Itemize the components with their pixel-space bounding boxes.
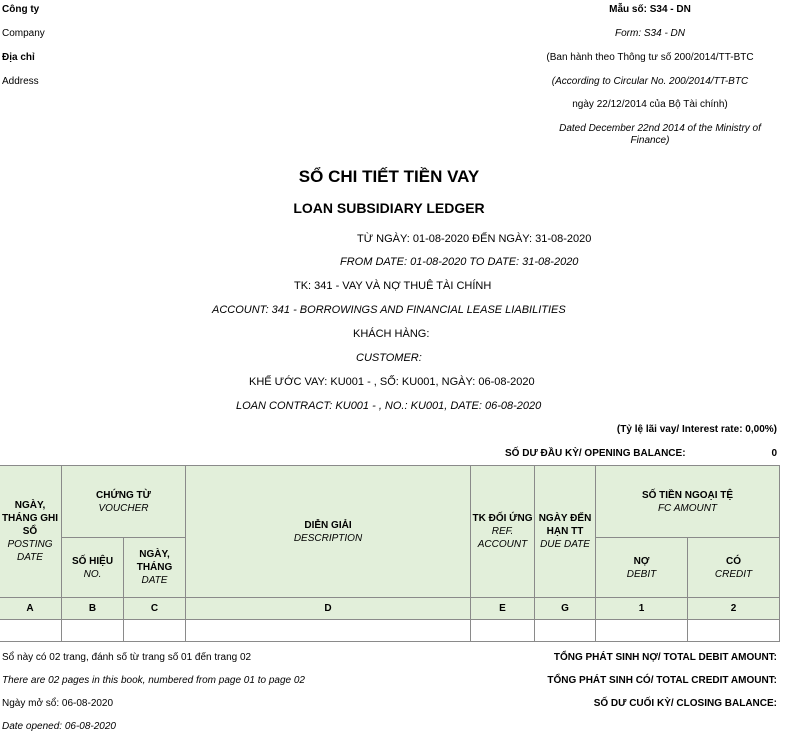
column-code: E	[471, 598, 535, 620]
ledger-table	[0, 465, 780, 642]
header-fc-amount	[596, 466, 780, 538]
column-code: G	[535, 598, 596, 620]
header-description-en: DESCRIPTION	[293, 532, 363, 544]
header-debit	[596, 538, 688, 598]
address-label-vn: Địa chỉ	[2, 52, 35, 63]
header-ref-account	[471, 466, 535, 598]
table-cell	[186, 620, 471, 642]
header-voucher-date-en: DATE	[141, 575, 168, 586]
address-label-en: Address	[2, 76, 39, 87]
account-en: ACCOUNT: 341 - BORROWINGS AND FINANCIAL LEASE LIABILITIES	[212, 304, 566, 316]
table-cell	[0, 620, 62, 642]
column-code: B	[62, 598, 124, 620]
column-code: A	[0, 598, 62, 620]
circular-en: (According to Circular No. 200/2014/TT-BTC	[551, 76, 749, 87]
header-voucher-date	[124, 538, 186, 598]
circular-date-vn: ngày 22/12/2014 của Bộ Tài chính)	[572, 99, 728, 110]
header-description	[186, 466, 471, 598]
period-vn: TỪ NGÀY: 01-08-2020 ĐẾN NGÀY: 31-08-2020	[357, 233, 592, 245]
opened-date-vn: Ngày mở sổ: 06-08-2020	[2, 698, 114, 709]
interest-rate: (Tỷ lệ lãi vay/ Interest rate: 0,00%)	[616, 424, 777, 435]
header-voucher-date-vn: NGÀY, THÁNG	[136, 549, 173, 573]
form-number-vn: Mẫu số: S34 - DN	[609, 4, 691, 15]
contract-en: LOAN CONTRACT: KU001 - , NO.: KU001, DATE: 06-08-2020	[236, 400, 542, 412]
column-code: D	[186, 598, 471, 620]
customer-vn: KHÁCH HÀNG:	[353, 328, 430, 340]
header-ref-account-vn: TK ĐỐI ỨNG	[472, 513, 533, 524]
company-label-vn: Công ty	[2, 4, 40, 15]
header-credit	[688, 538, 780, 598]
table-cell	[596, 620, 688, 642]
table-cell	[471, 620, 535, 642]
pages-note-vn: Sổ này có 02 trang, đánh số từ trang số 01 đến trang 02	[2, 652, 252, 663]
header-voucher-en: VOUCHER	[98, 502, 149, 514]
header-voucher-no-en: NO.	[83, 568, 102, 580]
title-vn: SỔ CHI TIẾT TIỀN VAY	[298, 167, 480, 186]
title-en: LOAN SUBSIDIARY LEDGER	[293, 200, 485, 216]
table-row-empty	[0, 620, 780, 642]
column-code: 2	[688, 598, 780, 620]
contract-vn: KHẾ ƯỚC VAY: KU001 - , SỐ: KU001, NGÀY: 06-08-2020	[249, 376, 535, 388]
header-debit-en: DEBIT	[626, 568, 657, 580]
header-voucher-no	[62, 538, 124, 598]
circular-date-en-line1: Dated December 22nd 2014 of the Ministry of	[559, 123, 761, 134]
table-cell	[688, 620, 780, 642]
total-debit-label: TỔNG PHÁT SINH NỢ/ TOTAL DEBIT AMOUNT:	[553, 652, 777, 663]
table-cell	[535, 620, 596, 642]
header-due-date-en: DUE DATE	[540, 539, 590, 550]
company-label-en: Company	[2, 28, 45, 39]
column-code: C	[124, 598, 186, 620]
header-description-vn: DIỄN GIẢI	[304, 519, 352, 531]
header-due-date-vn: NGÀY ĐẾN HẠN TT	[538, 513, 592, 537]
header-voucher-no-vn: SỐ HIỆU	[71, 555, 114, 567]
opening-balance-value: 0	[771, 448, 777, 459]
pages-note-en: There are 02 pages in this book, numbered from page 01 to page 02	[2, 675, 305, 686]
column-code: 1	[596, 598, 688, 620]
header-voucher	[62, 466, 186, 538]
header-debit-vn: NỢ	[633, 555, 650, 567]
opening-balance-label: SỐ DƯ ĐẦU KỲ/ OPENING BALANCE:	[505, 448, 686, 459]
total-credit-label: TỔNG PHÁT SINH CÓ/ TOTAL CREDIT AMOUNT:	[547, 675, 777, 686]
header-credit-vn: CÓ	[726, 555, 741, 567]
header-posting-date	[0, 466, 62, 598]
period-en: FROM DATE: 01-08-2020 TO DATE: 31-08-2020	[340, 256, 579, 268]
circular-vn: (Ban hành theo Thông tư số 200/2014/TT-BTC	[546, 52, 754, 63]
customer-en: CUSTOMER:	[356, 352, 422, 364]
opened-date-en: Date opened: 06-08-2020	[2, 721, 116, 732]
header-due-date	[535, 466, 596, 598]
closing-balance-label: SỐ DƯ CUỐI KỲ/ CLOSING BALANCE:	[593, 698, 777, 709]
form-number-en: Form: S34 - DN	[614, 28, 685, 39]
table-cell	[62, 620, 124, 642]
header-credit-en: CREDIT	[714, 568, 753, 580]
header-posting-date-en: POSTING DATE	[7, 539, 53, 563]
header-fc-amount-vn: SỐ TIỀN NGOẠI TỆ	[641, 489, 734, 501]
header-posting-date-vn: NGÀY, THÁNG GHI SỔ	[1, 500, 59, 537]
table-cell	[124, 620, 186, 642]
account-vn: TK: 341 - VAY VÀ NỢ THUÊ TÀI CHÍNH	[294, 280, 492, 292]
header-voucher-vn: CHỨNG TỪ	[96, 489, 151, 501]
circular-date-en-line2: Finance)	[630, 135, 670, 146]
header-ref-account-en: REF. ACCOUNT	[477, 526, 528, 550]
header-fc-amount-en: FC AMOUNT	[657, 502, 718, 514]
